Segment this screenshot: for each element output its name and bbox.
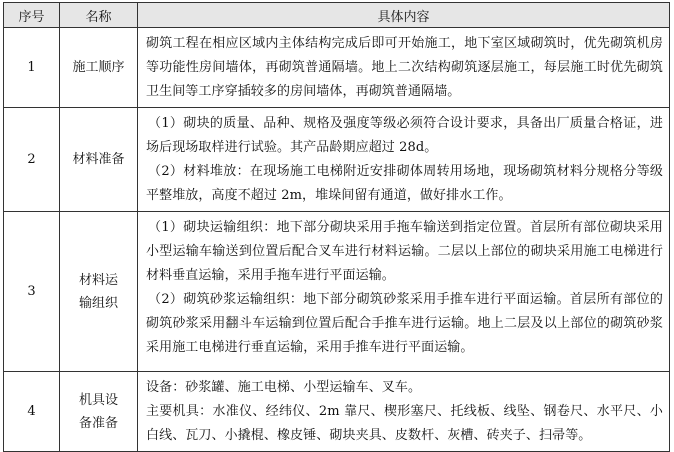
row-number: 4 bbox=[4, 372, 60, 452]
content-paragraph: （2）材料堆放：在现场施工电梯附近安排砌体周转用场地，现场砌筑材料分规格分等级平整堆放，高度不超过 2m，堆垛间留有通道，做好排水工作。 bbox=[146, 164, 663, 203]
row-content bbox=[138, 28, 670, 108]
table-row bbox=[4, 28, 670, 108]
header-row bbox=[4, 3, 670, 28]
document-page bbox=[3, 2, 670, 442]
row-number: 1 bbox=[4, 28, 60, 108]
header-name: 名称 bbox=[60, 3, 138, 28]
content-paragraph: 砌筑工程在相应区域内主体结构完成后即可开始施工，地下室区域砌筑时，优先砌筑机房等功能性房间墙体，再砌筑普通隔墙。地上二次结构砌筑逐层施工，每层施工时优先砌筑卫生间等工序穿插较多的房间墙体，再砌筑普通隔墙。 bbox=[146, 36, 663, 99]
row-content bbox=[138, 212, 670, 372]
row-name-text: 施工顺序 bbox=[72, 60, 125, 75]
row-name bbox=[60, 212, 138, 372]
content-paragraph: （1）砌块的质量、品种、规格及强度等级必须符合设计要求，具备出厂质量合格证，进场后现场取样进行试验。其产品龄期应超过 28d。 bbox=[146, 116, 663, 155]
row-name bbox=[60, 372, 138, 452]
row-name bbox=[60, 28, 138, 108]
row-name-text: 材料准备 bbox=[72, 152, 125, 167]
header-no: 序号 bbox=[4, 3, 60, 28]
table-row bbox=[4, 108, 670, 212]
content-paragraph: 主要机具：水准仪、经纬仪、2m 靠尺、楔形塞尺、托线板、线坠、钢卷尺、水平尺、小白线、瓦刀、小撬棍、橡皮锤、砌块夹具、皮数杆、灰槽、砖夹子、扫帚等。 bbox=[146, 404, 663, 443]
row-name bbox=[60, 108, 138, 212]
row-number: 3 bbox=[4, 212, 60, 372]
content-paragraph: （1）砌块运输组织：地下部分砌块采用手拖车输送到指定位置。首层所有部位砌块采用小型运输车输送到位置后配合叉车进行材料运输。二层以上部位的砌块采用施工电梯进行材料垂直运输，采用手拖车进行平面运输。 bbox=[146, 220, 663, 283]
table-row bbox=[4, 212, 670, 372]
row-content bbox=[138, 372, 670, 452]
row-name-text: 机具设备准备 bbox=[78, 392, 118, 431]
table-row bbox=[4, 372, 670, 452]
content-paragraph: （2）砌筑砂浆运输组织：地下部分砌筑砂浆采用手推车进行平面运输。首层所有部位的砌筑砂浆采用翻斗车运输到位置后配合手推车进行运输。地上二层及以上部位的砌筑砂浆采用施工电梯进行垂直运输，采用手推车进行平面运输。 bbox=[146, 292, 663, 355]
row-name-text: 材料运输组织 bbox=[78, 272, 118, 311]
header-content: 具体内容 bbox=[138, 3, 670, 28]
content-paragraph: 设备：砂浆罐、施工电梯、小型运输车、叉车。 bbox=[146, 380, 422, 395]
construction-table bbox=[3, 2, 670, 452]
row-content bbox=[138, 108, 670, 212]
row-number: 2 bbox=[4, 108, 60, 212]
